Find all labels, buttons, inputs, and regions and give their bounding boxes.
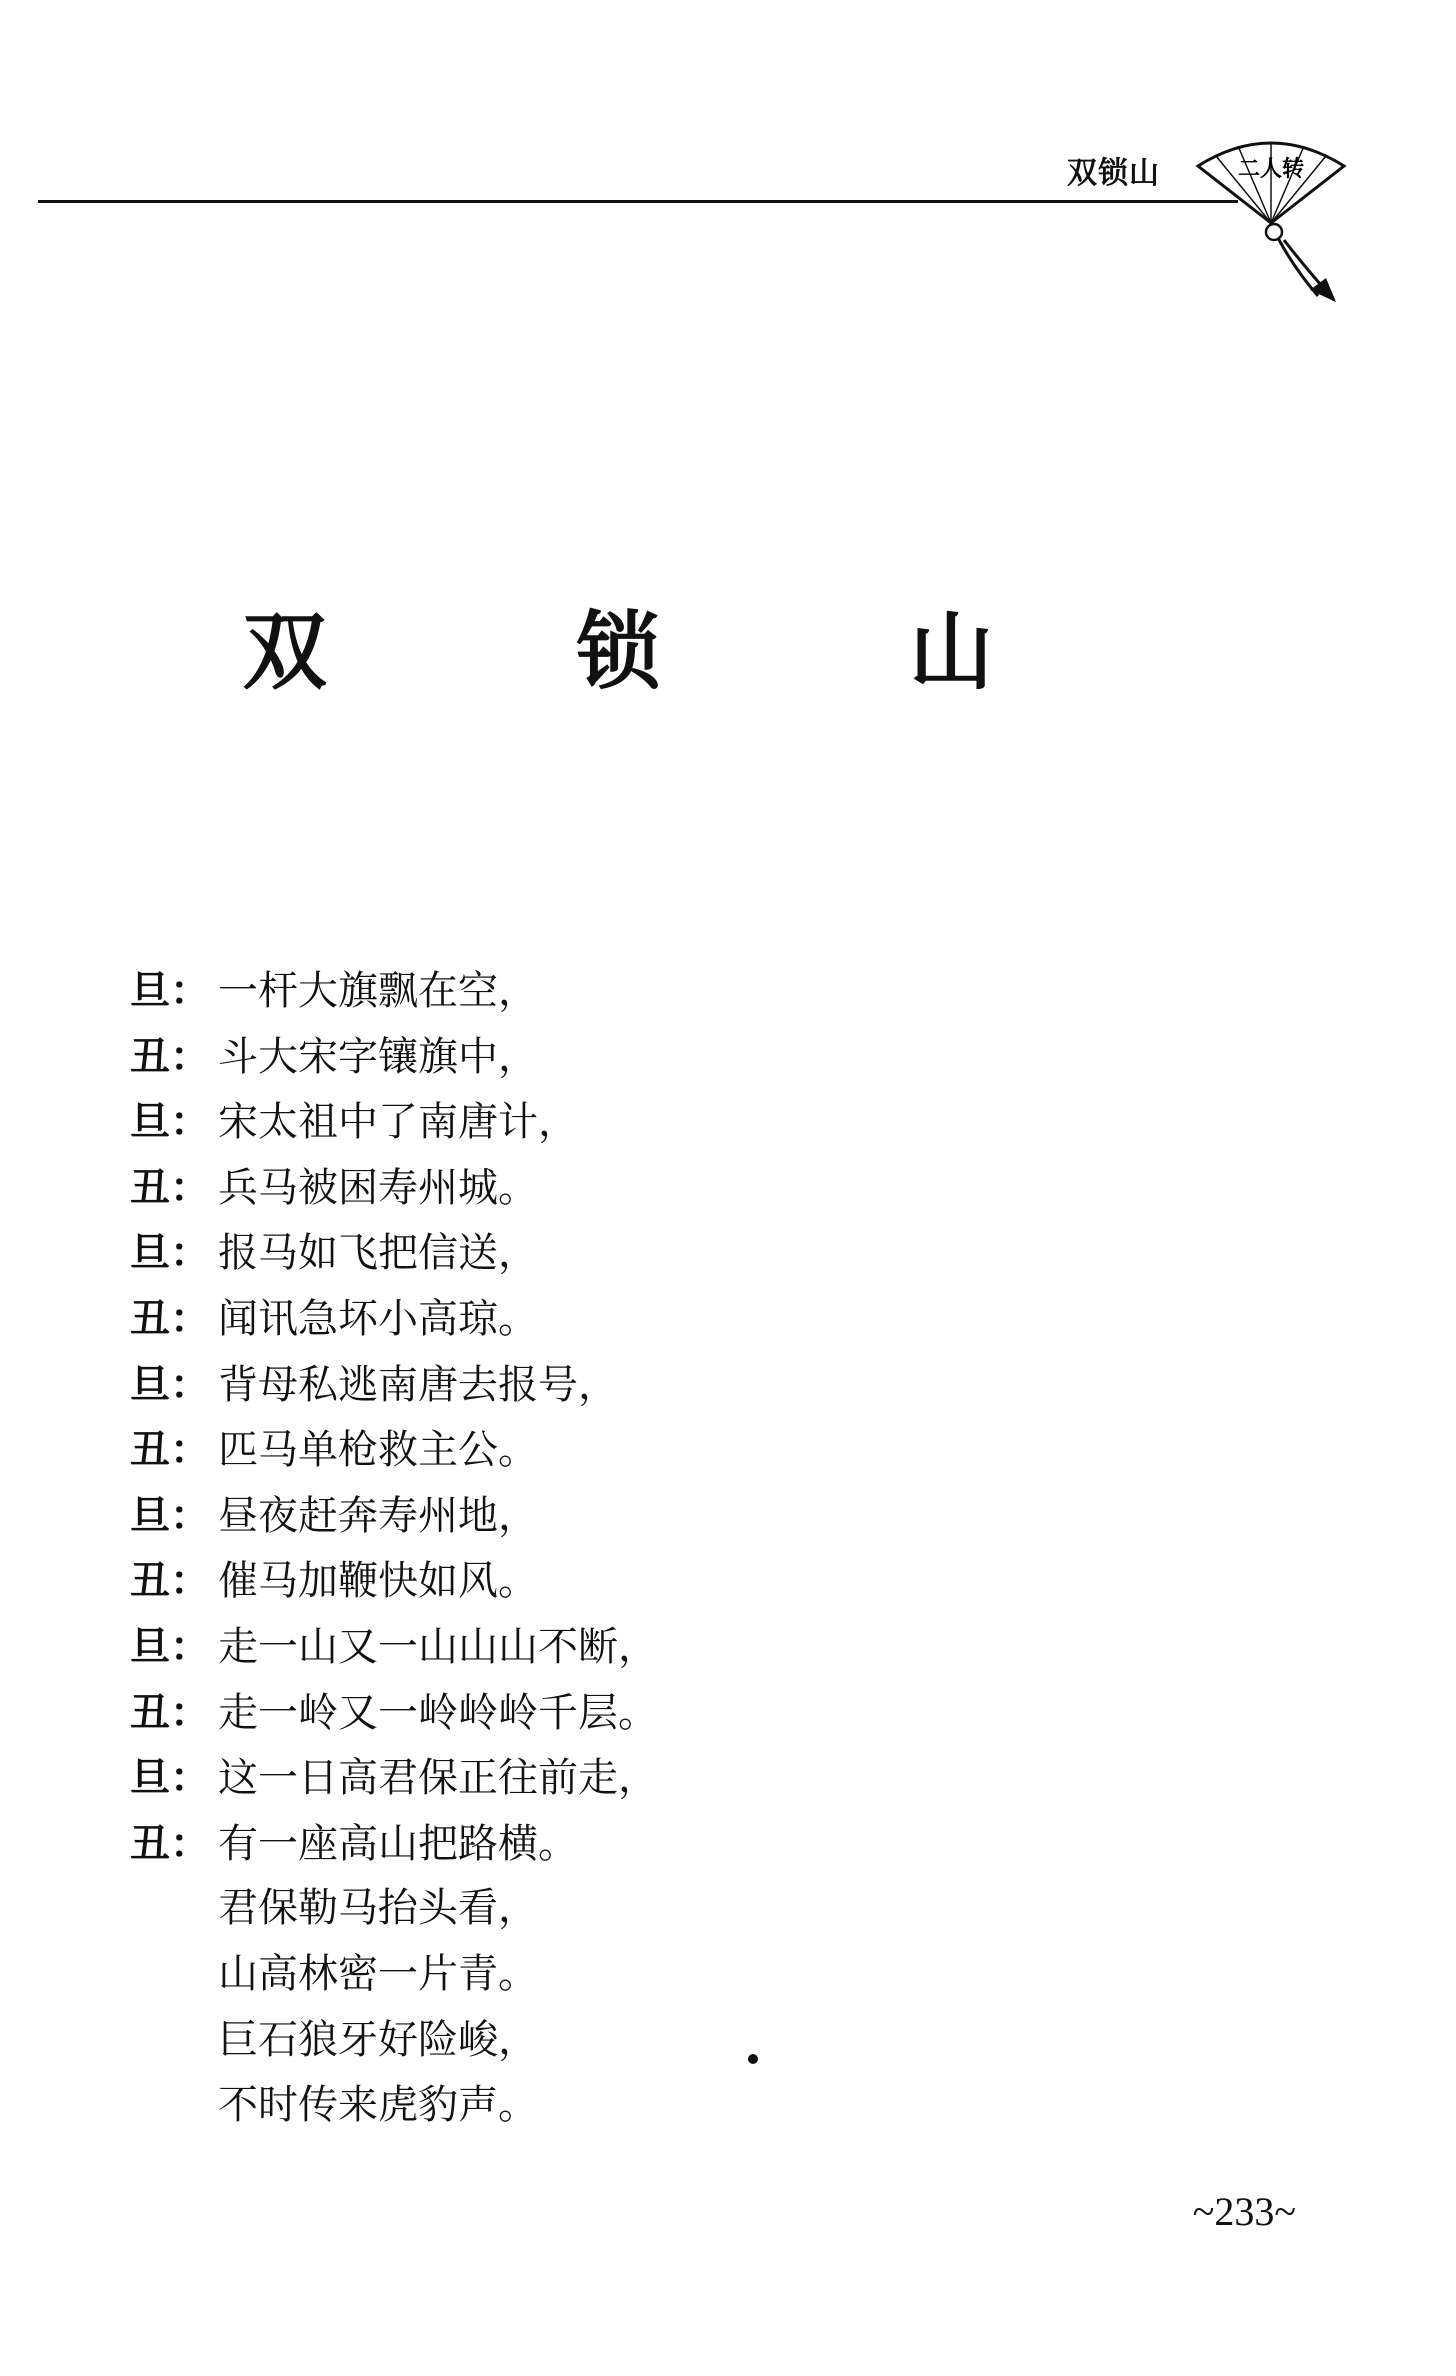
speaker-role: 丑： [130, 1819, 210, 1867]
verse-text: 匹马单枪救主公。 [218, 1427, 538, 1474]
verse-line [130, 1680, 1230, 1746]
speaker-role: 旦： [130, 1491, 210, 1539]
verse-list [130, 958, 1230, 2139]
verse-line [130, 1220, 1230, 1286]
verse-line [130, 1024, 1230, 1090]
verse-line [130, 1352, 1230, 1418]
verse-text: 斗大宋字镶旗中， [218, 1033, 538, 1080]
verse-line [130, 1811, 1230, 1877]
verse-line [130, 2073, 1230, 2139]
verse-line [130, 1942, 1230, 2008]
verse-text: 君保勒马抬头看， [218, 1885, 538, 1932]
verse-line [130, 1286, 1230, 1352]
verse-line [130, 958, 1230, 1024]
speaker-role: 丑： [130, 1032, 210, 1080]
verse-text: 报马如飞把信送， [218, 1230, 538, 1277]
verse-text: 走一岭又一岭岭岭千层。 [218, 1689, 658, 1736]
verse-text: 闻讯急坏小高琼。 [218, 1295, 538, 1342]
verse-text: 巨石狼牙好险峻， [218, 2016, 538, 2063]
speaker-role: 丑： [130, 1688, 210, 1736]
verse-text: 山高林密一片青。 [218, 1950, 538, 1997]
speaker-role: 丑： [130, 1163, 210, 1211]
ornament-label: 二人转 [1237, 156, 1305, 182]
speaker-role: 旦： [130, 1098, 210, 1146]
verse-line [130, 1876, 1230, 1942]
page-number: ~233~ [1192, 2189, 1296, 2234]
verse-text: 有一座高山把路横。 [218, 1820, 578, 1867]
verse-text: 催马加鞭快如风。 [218, 1558, 538, 1605]
verse-line [130, 1089, 1230, 1155]
speaker-role: 旦： [130, 1754, 210, 1802]
speaker-role: 丑： [130, 1557, 210, 1605]
header-rule [38, 200, 1238, 203]
verse-text: 宋太祖中了南唐计， [218, 1099, 578, 1146]
speaker-role: 丑： [130, 1426, 210, 1474]
verse-line [130, 1483, 1230, 1549]
speaker-role: 旦： [130, 1229, 210, 1277]
speaker-role: 旦： [130, 1360, 210, 1408]
verse-text: 这一日高君保正往前走， [218, 1755, 658, 1802]
speaker-role: 丑： [130, 1294, 210, 1342]
speaker-role: 旦： [130, 1622, 210, 1670]
verse-line [130, 1417, 1230, 1483]
running-header-title: 双锁山 [1067, 156, 1160, 191]
verse-line [130, 1614, 1230, 1680]
verse-line [130, 1548, 1230, 1614]
verse-line [130, 1745, 1230, 1811]
verse-text: 昼夜赶奔寿州地， [218, 1492, 538, 1539]
verse-text: 一杆大旗飘在空， [218, 968, 538, 1014]
folding-fan-icon [1186, 128, 1356, 308]
verse-text: 兵马被困寿州城。 [218, 1164, 538, 1211]
verse-text: 背母私逃南唐去报号， [218, 1361, 618, 1408]
verse-text: 不时传来虎豹声。 [218, 2082, 538, 2129]
speaker-role: 旦： [130, 967, 210, 1014]
verse-line [130, 2008, 1230, 2074]
ink-speck [748, 2054, 758, 2064]
verse-line [130, 1155, 1230, 1221]
verse-text: 走一山又一山山山不断， [218, 1623, 658, 1670]
page-title: 双 锁 山 [242, 602, 1104, 701]
